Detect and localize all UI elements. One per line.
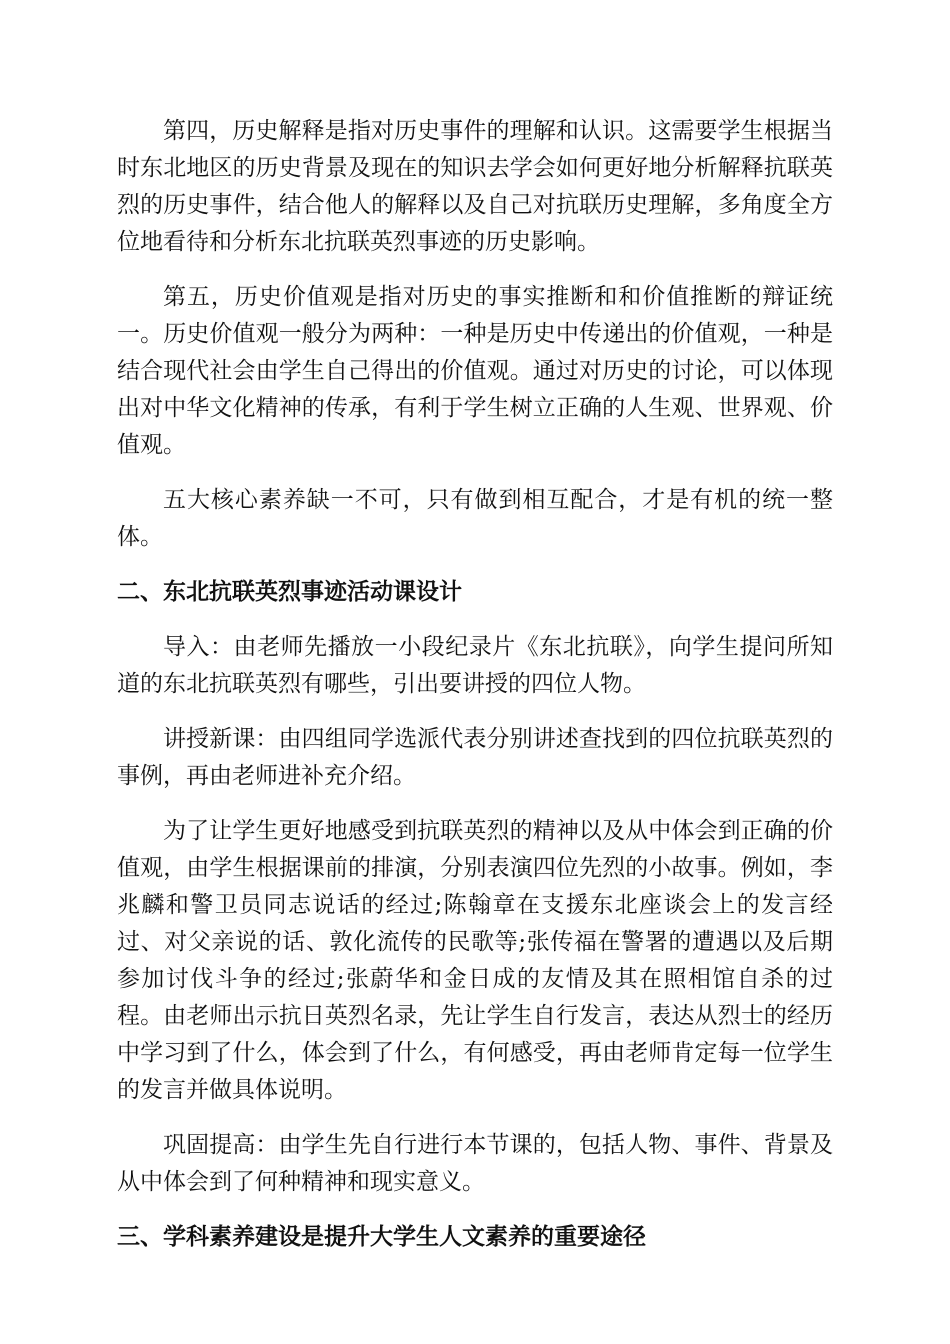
- paragraph-new-lesson: 讲授新课：由四组同学选派代表分别讲述查找到的四位抗联英烈的事例，再由老师进补充介绍。: [117, 726, 833, 789]
- section-heading-3: 三、学科素养建设是提升大学生人文素养的重要途径: [117, 1224, 646, 1250]
- paragraph-historical-interpretation: 第四，历史解释是指对历史事件的理解和认识。这需要学生根据当时东北地区的历史背景及现在的知识去学会如何更好地分析解释抗联英烈的历史事件，结合他人的解释以及自己对抗联历史理解，多角度全方位地看待和分析东北抗联英烈事迹的历史影响。: [117, 118, 833, 255]
- paragraph-historical-values: 第五，历史价值观是指对历史的事实推断和和价值推断的辩证统一。历史价值观一般分为两种：一种是历史中传递出的价值观，一种是结合现代社会由学生自己得出的价值观。通过对历史的讨论，可以体现出对中华文化精神的传承，有利于学生树立正确的人生观、世界观、价值观。: [117, 284, 833, 458]
- document-page: [117, 113, 833, 1256]
- paragraph-core-literacy-summary: 五大核心素养缺一不可，只有做到相互配合，才是有机的统一整体。: [117, 487, 833, 550]
- paragraph-introduction: 导入：由老师先播放一小段纪录片《东北抗联》，向学生提问所知道的东北抗联英烈有哪些，引出要讲授的四位人物。: [117, 634, 833, 697]
- section-heading-2: 二、东北抗联英烈事迹活动课设计: [117, 579, 462, 605]
- paragraph-performance: 为了让学生更好地感受到抗联英烈的精神以及从中体会到正确的价值观，由学生根据课前的排演，分别表演四位先烈的小故事。例如，李兆麟和警卫员同志说话的经过;陈翰章在支援东北座谈会上的发言经过、对父亲说的话、敦化流传的民歌等;张传福在警署的遭遇以及后期参加讨伐斗争的经过;张蔚华和金日成的友情及其在照相馆自杀的过程。由老师出示抗日英烈名录，先让学生自行发言，表达从烈士的经历中学习到了什么，体会到了什么，有何感受，再由老师肯定每一位学生的发言并做具体说明。: [117, 818, 833, 1103]
- paragraph-consolidation: 巩固提高：由学生先自行进行本节课的，包括人物、事件、背景及从中体会到了何种精神和现实意义。: [117, 1132, 833, 1195]
